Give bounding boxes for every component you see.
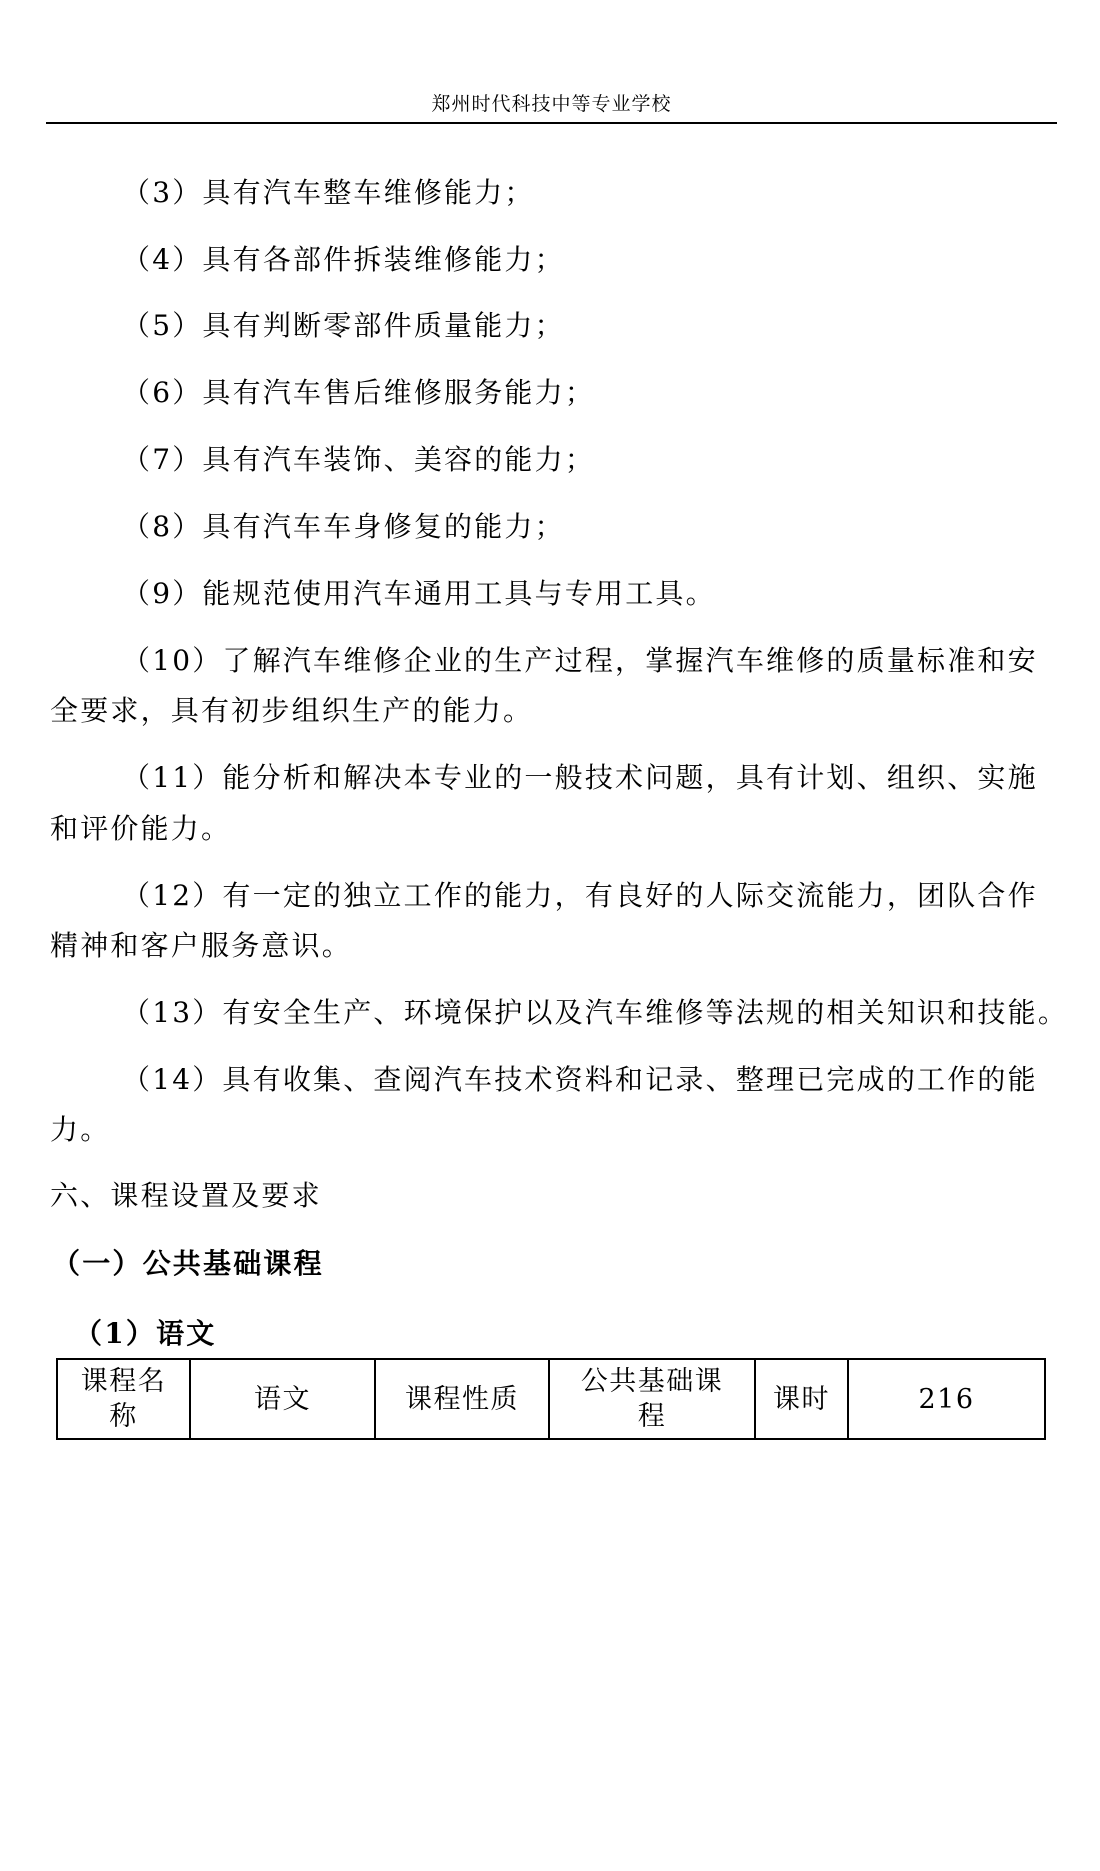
body-line: （11）能分析和解决本专业的一般技术问题，具有计划、组织、实施 <box>122 761 1038 794</box>
body-line: （10）了解汽车维修企业的生产过程，掌握汽车维修的质量标准和安 <box>122 644 1038 677</box>
course-name-label-cell <box>57 1359 190 1439</box>
body-line: （5）具有判断零部件质量能力； <box>122 309 565 342</box>
course-nature-value-line2: 程 <box>637 1401 667 1432</box>
body-line: （13）有安全生产、环境保护以及汽车维修等法规的相关知识和技能。 <box>122 996 1069 1029</box>
body-line: 和评价能力。 <box>50 812 232 845</box>
course-heading: （1）语文 <box>74 1317 217 1350</box>
course-name-label-line1: 课程名 <box>80 1366 167 1397</box>
body-line: （3）具有汽车整车维修能力； <box>122 176 535 209</box>
header-divider <box>46 122 1057 124</box>
course-nature-value-cell <box>549 1359 755 1439</box>
body-line: （7）具有汽车装饰、美容的能力； <box>122 443 596 476</box>
page-header: 郑州时代科技中等专业学校 <box>431 93 672 115</box>
body-line: （6）具有汽车售后维修服务能力； <box>122 376 596 409</box>
section-title: 六、课程设置及要求 <box>50 1179 322 1212</box>
course-info-table <box>56 1358 1046 1440</box>
body-line: （14）具有收集、查阅汽车技术资料和记录、整理已完成的工作的能 <box>122 1063 1038 1096</box>
body-line: （12）有一定的独立工作的能力，有良好的人际交流能力，团队合作 <box>122 879 1038 912</box>
body-line: （4）具有各部件拆装维修能力； <box>122 243 565 276</box>
course-name-label-line2: 称 <box>109 1401 138 1432</box>
table-row <box>57 1359 1045 1439</box>
subsection-title: （一）公共基础课程 <box>52 1247 324 1280</box>
body-line: （9）能规范使用汽车通用工具与专用工具。 <box>122 577 716 610</box>
body-line: （8）具有汽车车身修复的能力； <box>122 510 565 543</box>
course-hours-value: 216 <box>848 1359 1045 1439</box>
course-name-value: 语文 <box>190 1359 375 1439</box>
course-nature-label: 课程性质 <box>375 1359 549 1439</box>
course-nature-value-line1: 公共基础课 <box>580 1366 724 1397</box>
body-line: 全要求，具有初步组织生产的能力。 <box>50 694 534 727</box>
body-line: 精神和客户服务意识。 <box>50 929 353 962</box>
body-line: 力。 <box>50 1113 111 1146</box>
course-hours-label: 课时 <box>755 1359 848 1439</box>
